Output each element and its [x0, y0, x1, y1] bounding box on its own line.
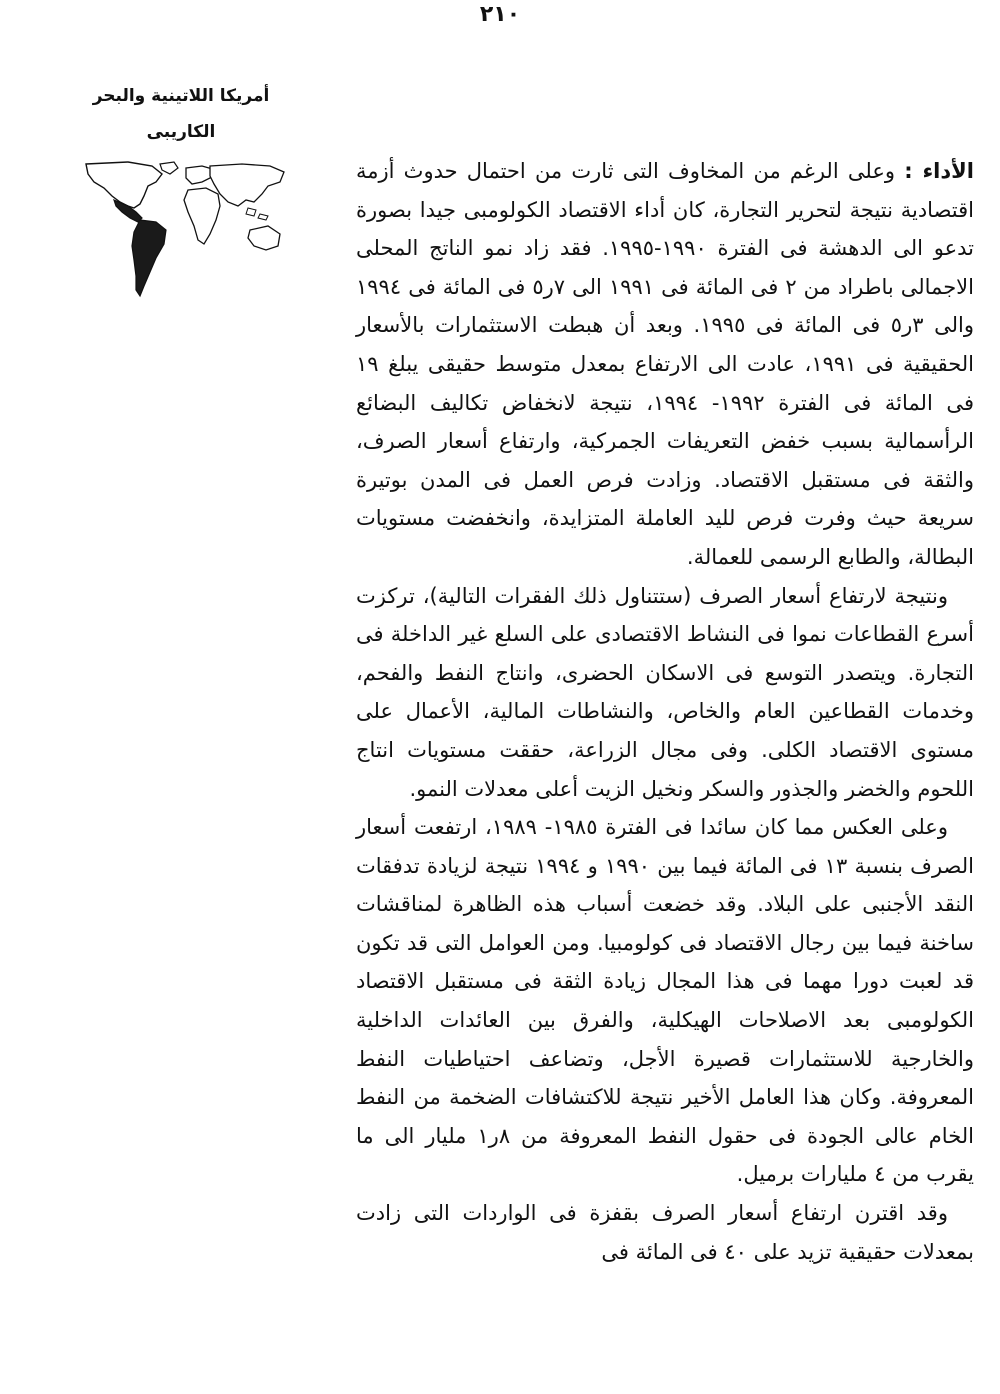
paragraph-text: وعلى الرغم من المخاوف التى ثارت من احتمال حدوث أزمة اقتصادية نتيجة لتحرير التجارة، كان أداء الاقتصاد الكولومبى جيدا بصورة تدعو الى الدهشة فى الفترة ١٩٩٠-١٩٩٥. فقد زاد نمو الناتج المحلى الاجمالى باطراد من ٢ فى المائة فى ١٩٩١ الى ٧ر٥ فى المائة فى ١٩٩٤ والى ٣ر٥ فى المائة فى ١٩٩٥. وبعد أن هبطت الاستثمارات بالأسعار الحقيقية فى ١٩٩١، عادت الى الارتفاع بمعدل متوسط حقيقى يبلغ ١٩ فى المائة فى الفترة ١٩٩٢- ١٩٩٤، نتيجة لانخفاض تكاليف البضائع الرأسمالية بسبب خفض التعريفات الجمركية، وارتفاع أسعار الصرف، والثقة فى مستقبل الاقتصاد. وزادت فرص العمل فى المدن بوتيرة سريعة حيث وفرت فرص لليد العاملة المتزايدة، وانخفضت مستويات البطالة، والطابع الرسمى للعمالة.: [356, 159, 974, 569]
region-title: أمريكا اللاتينية والبحر الكاريبى: [92, 86, 270, 142]
south-america-shape: [132, 220, 166, 296]
africa-shape: [184, 188, 220, 244]
australia-shape: [248, 226, 280, 250]
asia-shape: [210, 164, 284, 206]
article-body: [356, 152, 974, 1271]
section-heading: الأداء :: [904, 159, 974, 183]
paragraph-imports: وقد اقترن ارتفاع أسعار الصرف بقفزة فى الواردات التى زادت بمعدلات حقيقية تزيد على ٤٠ فى المائة فى: [356, 1201, 974, 1264]
greenland-shape: [160, 162, 178, 174]
islands-shape: [246, 208, 268, 220]
page-number: ٢١٠: [479, 2, 521, 27]
paragraph-exchange-rate-effects: ونتيجة لارتفاع أسعار الصرف (ستتناول ذلك الفقرات التالية)، تركزت أسرع القطاعات نموا فى النشاط الاقتصادى على السلع غير الداخلة فى التجارة. ويتصدر التوسع فى الاسكان الحضرى، وانتاج النفط والفحم، وخدمات القطاعين العام والخاص، والنشاطات المالية، الأعمال على مستوى الاقتصاد الكلى. وفى مجال الزراعة، حققت مستويات انتاج اللحوم والخضر والجذور والسكر ونخيل الزيت أعلى معدلات النمو.: [356, 583, 974, 801]
paragraph-exchange-rate-rise: وعلى العكس مما كان سائدا فى الفترة ١٩٨٥- ١٩٨٩، ارتفعت أسعار الصرف بنسبة ١٣ فى المائة فيما بين ١٩٩٠ و ١٩٩٤ نتيجة لزيادة تدفقات النقد الأجنبى على البلاد. وقد خضعت أسباب هذه الظاهرة لمناقشات ساخنة فيما بين رجال الاقتصاد فى كولومبيا. ومن العوامل التى قد تكون قد لعبت دورا مهما فى هذا المجال زيادة الثقة فى مستقبل الاقتصاد الكولومبى بعد الاصلاحات الهيكلية، والفرق بين العائدات الداخلية والخارجية للاستثمارات قصيرة الأجل، وتضاعف احتياطيات النفط المعروفة. وكان هذا العامل الأخير نتيجة للاكتشافات الضخمة من النفط الخام عالى الجودة فى حقول النفط المعروفة من ٨ر١ مليار الى ما يقرب من ٤ مليارات برميل.: [356, 815, 974, 1187]
north-america-shape: [86, 162, 162, 208]
region-sidebar: [70, 78, 292, 300]
paragraph-performance: [356, 152, 974, 577]
world-map-icon: [70, 160, 292, 300]
